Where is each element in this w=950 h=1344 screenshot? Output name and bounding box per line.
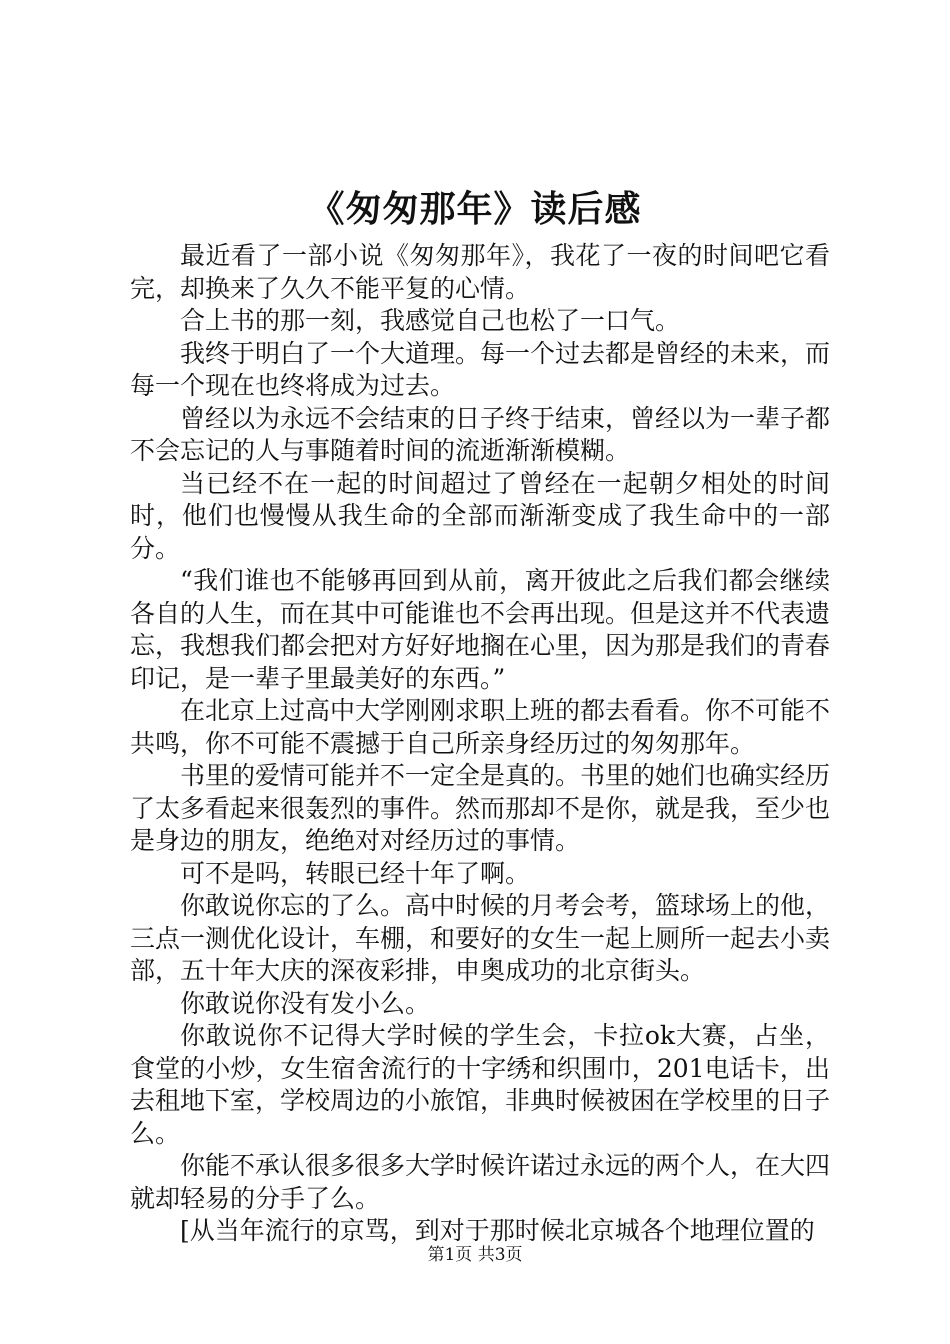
paragraph: 你敢说你不记得大学时候的学生会，卡拉ok大赛，占坐，食堂的小炒，女生宿舍流行的十字绣和织围巾，201电话卡，出去租地下室，学校周边的小旅馆，非典时候被困在学校里的日子么。 [130,1021,831,1148]
paragraph: “我们谁也不能够再回到从前，离开彼此之后我们都会继续各自的人生，而在其中可能谁也不会再出现。但是这并不代表遗忘，我想我们都会把对方好好地搁在心里，因为那是我们的青春印记，是一辈子里最美好的东西。” [130,566,831,693]
paragraph: 曾经以为永远不会结束的日子终于结束，曾经以为一辈子都不会忘记的人与事随着时间的流逝渐渐模糊。 [130,403,831,465]
paragraph: 在北京上过高中大学刚刚求职上班的都去看看。你不可能不共鸣，你不可能不震撼于自己所亲身经历过的匆匆那年。 [130,696,831,758]
paragraph: 你敢说你忘的了么。高中时候的月考会考，篮球场上的他，三点一测优化设计，车棚，和要好的女生一起上厕所一起去小卖部，五十年大庆的深夜彩排，申奥成功的北京街头。 [130,891,831,985]
paragraph: 最近看了一部小说《匆匆那年》，我花了一夜的时间吧它看完，却换来了久久不能平复的心情。 [130,241,830,303]
paragraph: [从当年流行的京骂，到对于那时候北京城各个地理位置的 [180,1216,815,1245]
paragraph: 你敢说你没有发小么。 [180,988,431,1018]
paragraph: 可不是吗，转眼已经十年了啊。 [180,858,531,888]
paragraph: 书里的爱情可能并不一定全是真的。书里的她们也确实经历了太多看起来很轰烈的事件。然而那却不是你，就是我，至少也是身边的朋友，绝绝对对经历过的事情。 [130,761,831,855]
paragraph: 你能不承认很多很多大学时候许诺过永远的两个人，在大四就却轻易的分手了么。 [130,1151,831,1213]
page-footer: 第1页 共3页 [427,1245,523,1265]
document-body [130,240,830,1248]
document-title: 《匆匆那年》读后感 [308,188,642,230]
paragraph: 合上书的那一刻，我感觉自己也松了一口气。 [180,306,681,335]
paragraph: 当已经不在一起的时间超过了曾经在一起朝夕相处的时间时，他们也慢慢从我生命的全部而渐渐变成了我生命中的一部分。 [130,468,830,563]
paragraph: 我终于明白了一个大道理。每一个过去都是曾经的未来，而每一个现在也终将成为过去。 [130,338,831,400]
